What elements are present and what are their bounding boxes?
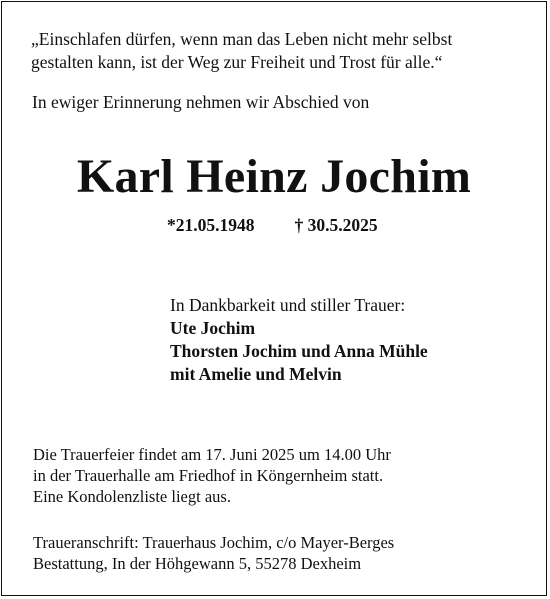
mourners-block — [170, 294, 428, 386]
address-line-1: Traueranschrift: Trauerhaus Jochim, c/o Mayer-Berges — [33, 533, 395, 552]
ceremony-line-1: Die Trauerfeier findet am 17. Juni 2025 um 14.00 Uhr — [33, 445, 391, 464]
deceased-name: Karl Heinz Jochim — [76, 150, 472, 203]
quote-line-2: gestalten kann, ist der Weg zur Freiheit und Trost für alle.“ — [31, 52, 443, 72]
mourner-name: Ute Jochim — [170, 318, 256, 338]
ceremony-info — [33, 444, 391, 507]
death-date: † 30.5.2025 — [294, 215, 378, 235]
life-dates — [167, 214, 378, 237]
birth-date: *21.05.1948 — [167, 215, 255, 235]
mourner-name: Thorsten Jochim und Anna Mühle — [170, 341, 428, 361]
address-line-2: Bestattung, In der Höhgewann 5, 55278 Dexheim — [33, 554, 362, 573]
ceremony-line-2: in der Trauerhalle am Friedhof in Köngernheim statt. — [33, 466, 384, 485]
ceremony-line-3: Eine Kondolenzliste liegt aus. — [33, 487, 231, 506]
quote — [31, 28, 521, 74]
quote-line-1: „Einschlafen dürfen, wenn man das Leben nicht mehr selbst — [31, 29, 453, 49]
mourner-name: mit Amelie und Melvin — [170, 364, 342, 384]
mourning-address — [33, 532, 394, 574]
intro-text: In ewiger Erinnerung nehmen wir Abschied von — [32, 92, 370, 112]
mourners-heading: In Dankbarkeit und stiller Trauer: — [170, 295, 406, 315]
